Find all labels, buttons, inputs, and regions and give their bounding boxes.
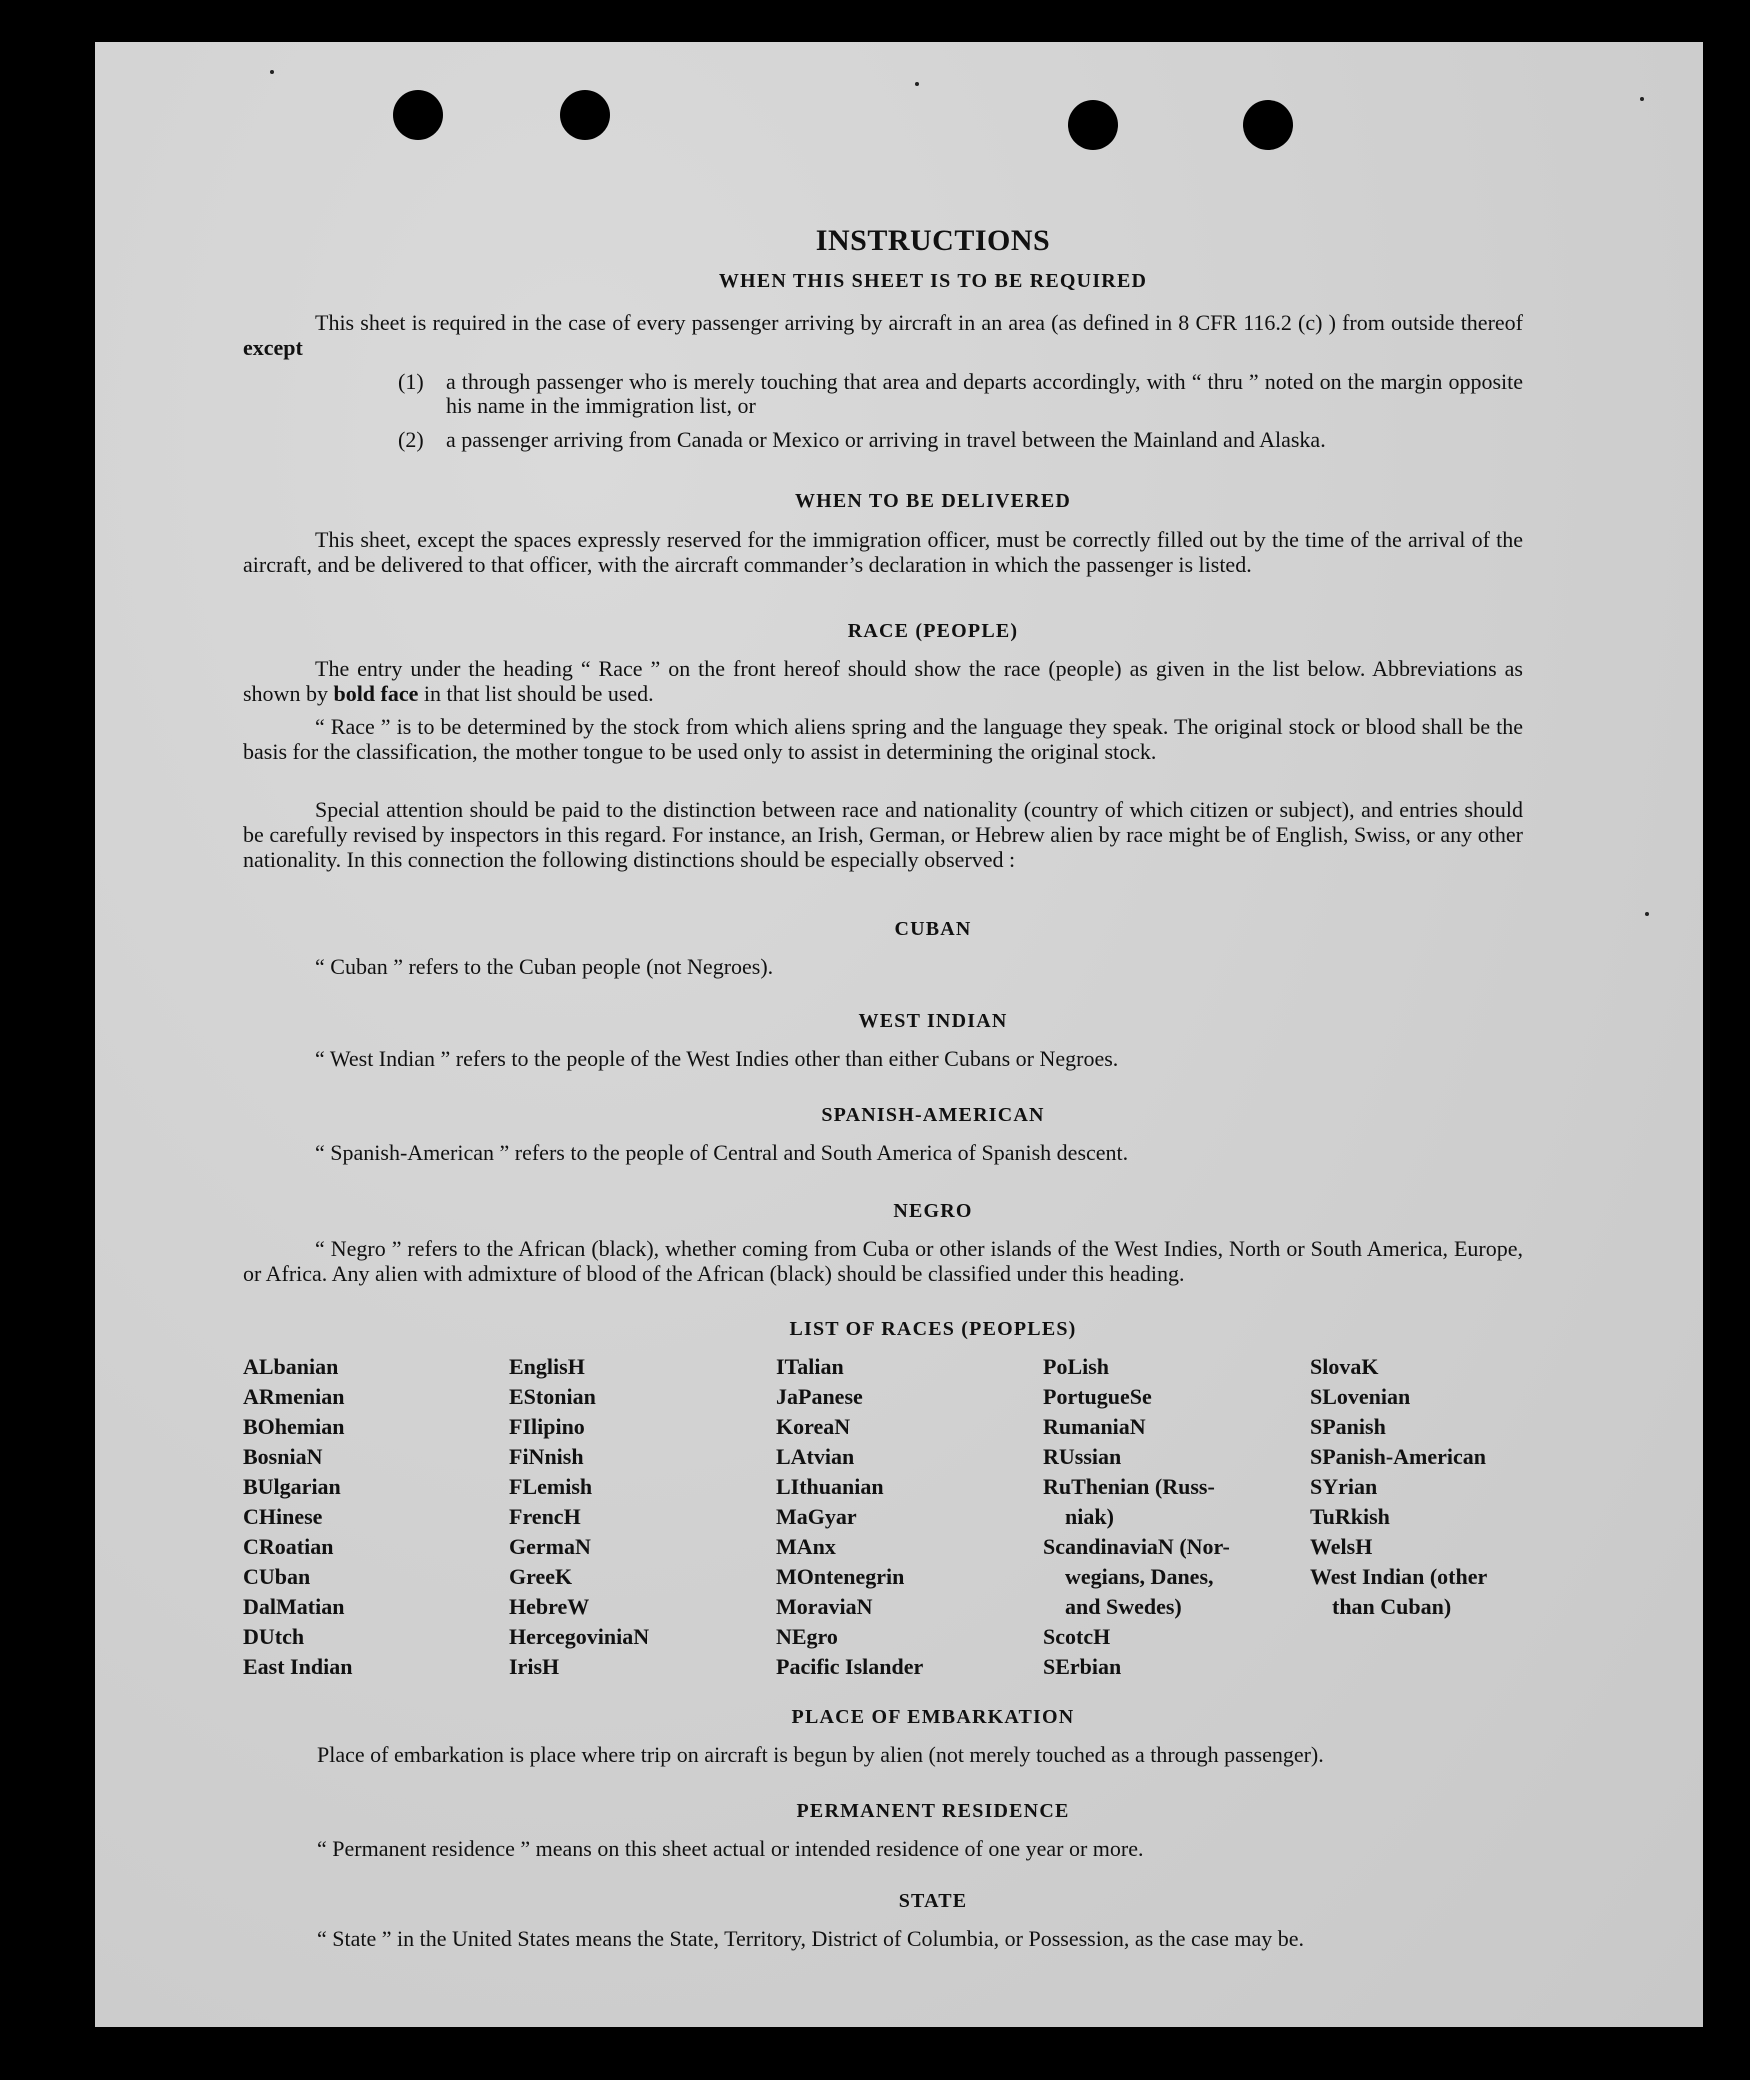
race-entry: FLemish [509, 1474, 593, 1499]
race-entry: Pacific Islander [776, 1654, 924, 1679]
negro-text: “ Negro ” refers to the African (black), whether coming from Cuba or other islands of the West Indies, North or South America, Europe, or Africa. Any alien with admixture of blood of the African (black) should be classified under this heading. [243, 1236, 1523, 1286]
race-entry: KoreaN [776, 1414, 851, 1439]
heading-race: RACE (PEOPLE) [847, 620, 1019, 642]
race-entry: HebreW [509, 1594, 590, 1619]
page-title: INSTRUCTIONS [815, 224, 1051, 257]
when-required-item-2: a passenger arriving from Canada or Mexico or arriving in travel between the Mainland and Alaska. [446, 427, 1326, 452]
race-entry: TuRkish [1310, 1504, 1390, 1529]
when-delivered-text: This sheet, except the spaces expressly reserved for the immigration officer, must be correctly filled out by the time of the arrival of the aircraft, and be delivered to that officer, with the aircraft commander’s declaration in which the passenger is listed. [243, 527, 1523, 577]
race-entry: WelsH [1310, 1534, 1373, 1559]
race-entry: BUlgarian [243, 1474, 341, 1499]
race-entry-continued: niak) [1065, 1504, 1114, 1529]
race-paragraph-3: Special attention should be paid to the distinction between race and nationality (country of which citizen or subject), and entries should be carefully revised by inspectors in this regard. For instance, an Irish, German, or Hebrew alien by race might be of English, Swiss, or any other nationality. In this connection the following distinctions should be especially observed : [243, 797, 1523, 872]
when-required-item-1: a through passenger who is merely touching that area and departs accordingly, with “ thru ” noted on the margin opposite his name in the immigration list, or [446, 369, 1523, 418]
races-column-3 [776, 1352, 923, 1682]
race-entry: RUssian [1043, 1444, 1122, 1469]
race-entry: MOntenegrin [776, 1564, 905, 1589]
race-entry: DUtch [243, 1624, 305, 1649]
races-column-1 [243, 1352, 352, 1682]
race-entry: ALbanian [243, 1354, 339, 1379]
race-entry: West Indian (other [1310, 1564, 1488, 1589]
speck [915, 82, 919, 86]
race-entry-continued: than Cuban) [1332, 1594, 1452, 1619]
heading-negro: NEGRO [893, 1200, 973, 1222]
race-entry: ARmenian [243, 1384, 345, 1409]
race-entry-continued: wegians, Danes, [1065, 1564, 1214, 1589]
race-entry: NEgro [776, 1624, 838, 1649]
permanent-residence-text: “ Permanent residence ” means on this sheet actual or intended residence of one year or more. [317, 1836, 1144, 1861]
heading-spanish-american: SPANISH-AMERICAN [821, 1104, 1045, 1126]
race-entry: JaPanese [776, 1384, 863, 1409]
spanish-american-text: “ Spanish-American ” refers to the people of Central and South America of Spanish descent. [315, 1140, 1129, 1165]
race-entry: PoLish [1043, 1354, 1110, 1379]
heading-west-indian: WEST INDIAN [858, 1010, 1008, 1032]
race-entry: SErbian [1043, 1654, 1122, 1679]
race-entry: CUban [243, 1564, 311, 1589]
punch-hole [393, 90, 443, 140]
race-entry: BOhemian [243, 1414, 345, 1439]
race-paragraph-1: The entry under the heading “ Race ” on the front hereof should show the race (people) as given in the list below. Abbreviations as shown by bold face in that list should be used. [243, 656, 1523, 706]
race-entry: SPanish-American [1310, 1444, 1486, 1469]
race-entry: MoraviaN [776, 1594, 873, 1619]
race-entry: ScotcH [1043, 1624, 1111, 1649]
race-entry-continued: and Swedes) [1065, 1594, 1182, 1619]
race-entry: FrencH [509, 1504, 581, 1529]
race-entry: BosniaN [243, 1444, 323, 1469]
heading-when-delivered: WHEN TO BE DELIVERED [794, 490, 1072, 512]
race-entry: LIthuanian [776, 1474, 884, 1499]
speck [270, 70, 274, 74]
item-number: (2) [398, 427, 424, 452]
punch-hole [1068, 100, 1118, 150]
embarkation-text: Place of embarkation is place where trip on aircraft is begun by alien (not merely touched as a through passenger). [317, 1742, 1324, 1767]
west-indian-text: “ West Indian ” refers to the people of the West Indies other than either Cubans or Negroes. [315, 1046, 1119, 1071]
race-entry: ITalian [776, 1354, 844, 1379]
race-entry: RuThenian (Russ- [1043, 1474, 1215, 1499]
races-column-5 [1310, 1352, 1487, 1622]
state-text: “ State ” in the United States means the State, Territory, District of Columbia, or Possession, as the case may be. [317, 1926, 1305, 1951]
races-column-4 [1043, 1352, 1230, 1682]
race-entry: DalMatian [243, 1594, 345, 1619]
race-entry: FiNnish [509, 1444, 584, 1469]
race-entry: EStonian [509, 1384, 596, 1409]
race-entry: SLovenian [1310, 1384, 1411, 1409]
speck [1645, 912, 1649, 916]
race-entry: GreeK [509, 1564, 573, 1589]
race-entry: EnglisH [509, 1354, 585, 1379]
heading-state: STATE [898, 1890, 968, 1912]
race-paragraph-2: “ Race ” is to be determined by the stock from which aliens spring and the language they speak. The original stock or blood shall be the basis for the classification, the mother tongue to be used only to assist in determining the original stock. [243, 714, 1523, 764]
race-entry: CRoatian [243, 1534, 334, 1559]
punch-hole [1243, 100, 1293, 150]
punch-hole [560, 90, 610, 140]
heading-embarkation: PLACE OF EMBARKATION [791, 1706, 1075, 1728]
when-required-intro: This sheet is required in the case of every passenger arriving by aircraft in an area (as defined in 8 CFR 116.2 (c) ) from outside thereof except [243, 310, 1523, 360]
race-entry: FIlipino [509, 1414, 585, 1439]
document-sheet [95, 42, 1703, 2027]
race-entry: IrisH [509, 1654, 560, 1679]
heading-cuban: CUBAN [894, 918, 972, 940]
race-entry: MaGyar [776, 1504, 857, 1529]
cuban-text: “ Cuban ” refers to the Cuban people (not Negroes). [315, 954, 774, 979]
race-entry: MAnx [776, 1534, 836, 1559]
race-entry: ScandinaviaN (Nor- [1043, 1534, 1230, 1559]
heading-list-of-races: LIST OF RACES (PEOPLES) [789, 1318, 1077, 1340]
race-entry: SlovaK [1310, 1354, 1379, 1379]
race-entry: HercegoviniaN [509, 1624, 650, 1649]
item-number: (1) [398, 369, 424, 394]
race-entry: RumaniaN [1043, 1414, 1146, 1439]
race-entry: East Indian [243, 1654, 353, 1679]
race-entry: CHinese [243, 1504, 323, 1529]
races-column-2 [509, 1352, 649, 1682]
heading-when-required: WHEN THIS SHEET IS TO BE REQUIRED [718, 270, 1148, 292]
speck [1640, 97, 1644, 101]
race-entry: SYrian [1310, 1474, 1378, 1499]
race-entry: SPanish [1310, 1414, 1386, 1439]
heading-permanent-residence: PERMANENT RESIDENCE [796, 1800, 1070, 1822]
race-entry: LAtvian [776, 1444, 855, 1469]
race-entry: GermaN [509, 1534, 591, 1559]
race-entry: PortugueSe [1043, 1384, 1152, 1409]
